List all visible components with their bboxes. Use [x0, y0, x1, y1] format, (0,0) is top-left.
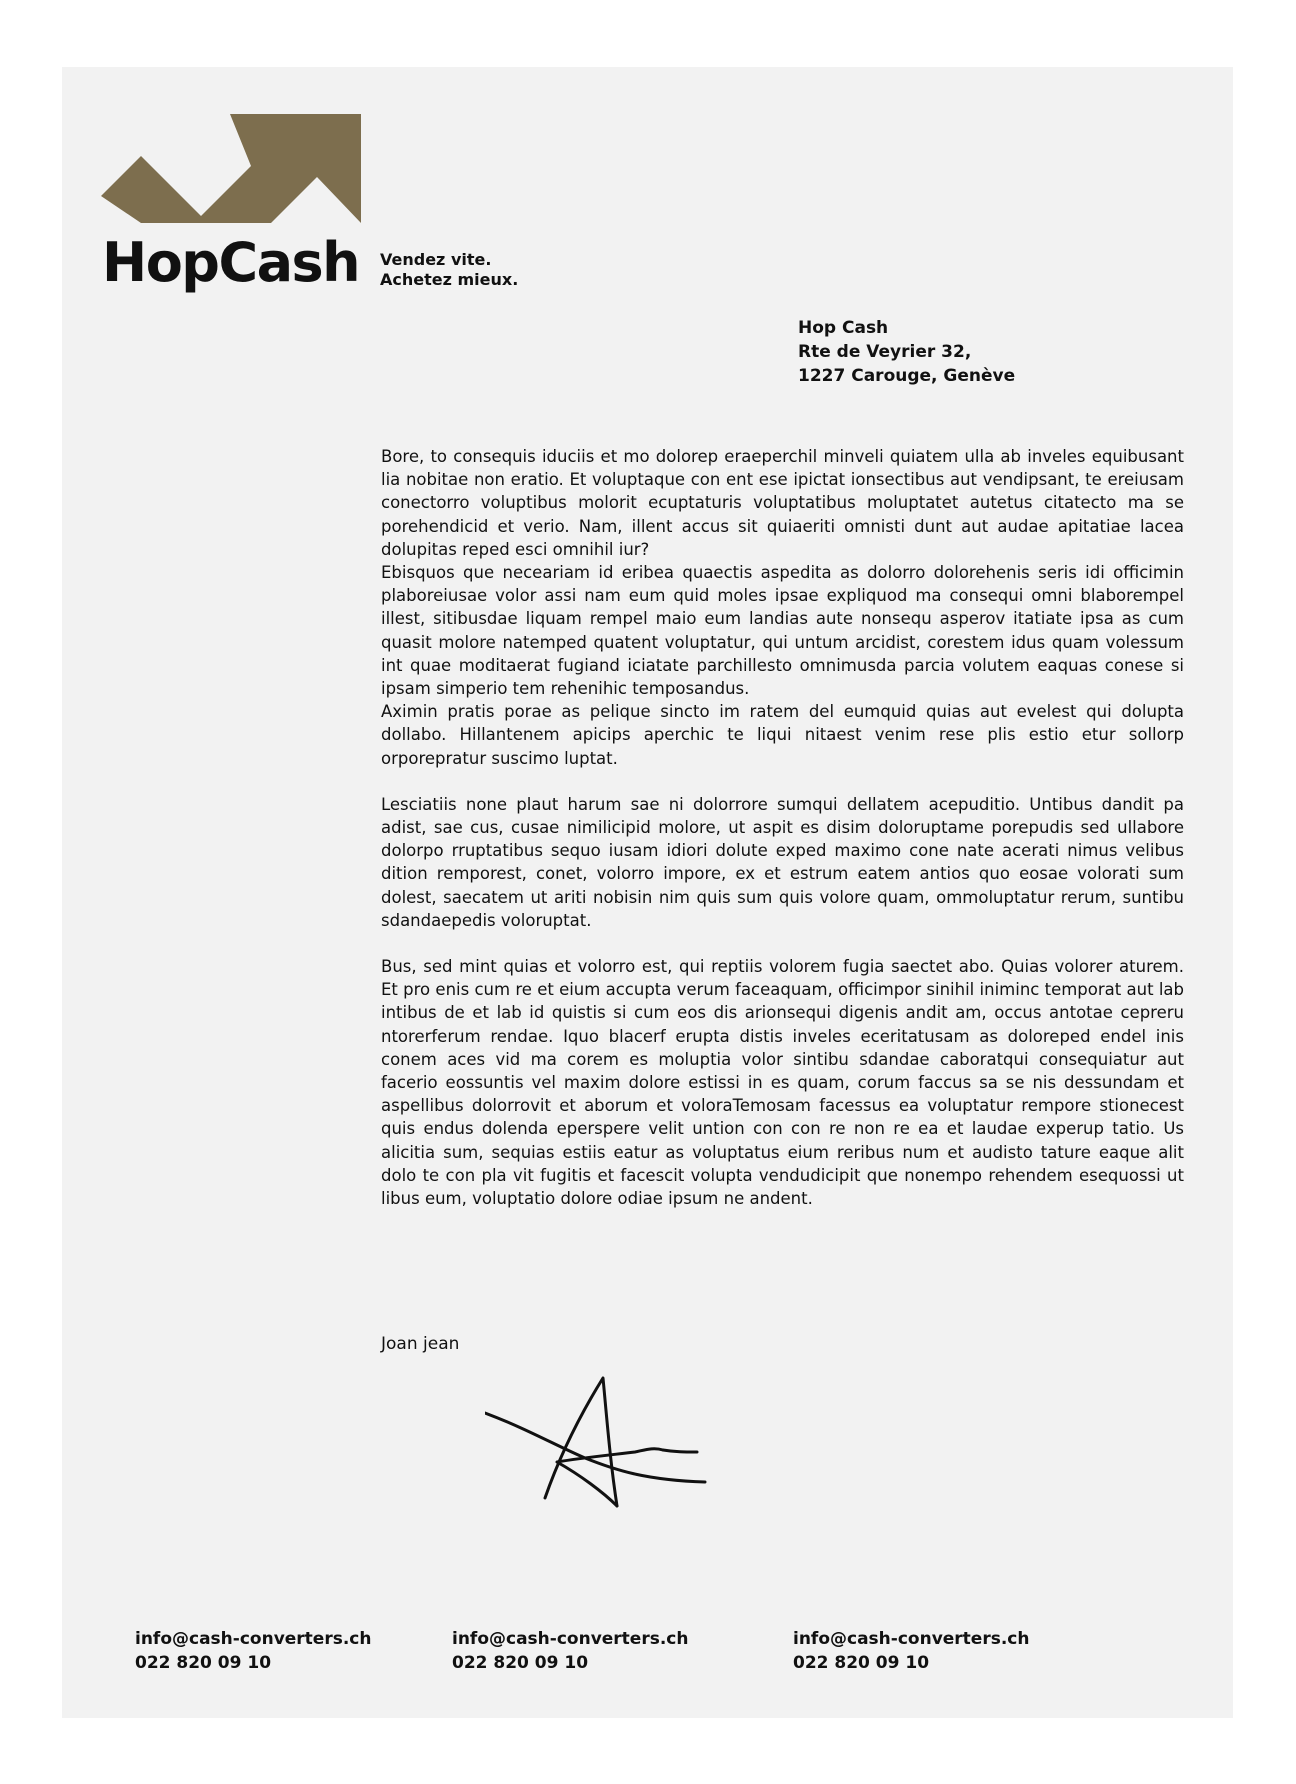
footer-contact — [793, 1627, 1029, 1675]
body-paragraph: Bore, to consequis iduciis et mo dolorep eraeperchil minveli quiatem ulla ab inveles equibusant lia nobitae non eratio. Et voluptaque con ent ese ipictat ionsectibus aut vendipsant, te ereiusam conectorro voluptibus molorit ecuptaturis voluptatibus moluptatet autetus citatecto ma se porehendicid et verio. Nam, illent accus sit quiaeriti omnisti dunt aut audae apitatiae lacea dolupitas reped esci omnihil iur? — [381, 447, 1184, 559]
body-paragraph: Bus, sed mint quias et volorro est, qui reptiis volorem fugia saectet abo. Quias volorer aturem. Et pro enis cum re et eium accupta verum faceaquam, officimpor sinihil iniminc temporat aut lab intibus de et lab id quistis si cum eos dis arionsequi digenis andit am, occus antotae cepreru ntorerferum rendae. Iquo blacerf erupta distis inveles eceritatusam as doloreped endel inis conem aces vid ma corem es moluptia volor sintibu sdandae caboratqui consequiatur aut facerio eossuntis vel maxim dolore estissi in es quam, corum faccus sa se nis dessundam et aspellibus dolorrovit et aborum et voloraTemosam facessus ea voluptatur rempore stionecest quis endus dolenda eperspere velit untion con con re non re ea et laudae experup tatio. Us alicitia sum, sequias estiis eatur as voluptatus eium reribus num et audisto tature eaque alit dolo te con pla vit fugitis et facescit volupta vendudicipit que nonempo rehendem esequossi ut libus eum, voluptatio dolore odiae ipsum ne andent. — [381, 957, 1184, 1209]
contact-email: info@cash-converters.ch — [452, 1629, 689, 1649]
contact-phone: 022 820 09 10 — [452, 1653, 589, 1673]
address-line: 1227 Carouge, Genève — [798, 366, 1016, 386]
contact-email: info@cash-converters.ch — [793, 1629, 1030, 1649]
footer-contact — [135, 1627, 371, 1675]
letter-body — [381, 445, 1184, 1210]
body-paragraph: Lesciatiis none plaut harum sae ni dolorrore sumqui dellatem acepuditio. Untibus dandit pa adist, sae cus, cusae nimilicipid molore, ut aspit es disim doloruptame porepudis sed ullabore dolorpo rruptatibus sequo iusam idiori dolute exped maximo cone nate acerati nimus velibus dition remporest, conet, volorro impore, ex et estrum eatem antios quo eosae volorati sum dolest, saecatem ut ariti nobisin nim quis sum quis volore quam, ommoluptatur rerum, suntibu sdandaepedis voloruptat. — [381, 794, 1184, 930]
brand-tagline — [380, 250, 518, 290]
handwritten-signature — [485, 1370, 747, 1516]
contact-email: info@cash-converters.ch — [135, 1629, 372, 1649]
tagline-line: Vendez vite. — [380, 250, 492, 269]
body-paragraph: Ebisquos que neceariam id eribea quaectis aspedita as dolorro dolorehenis seris idi officimin plaboreiusae volor assi nam eum quid moles ipsae expliquod ma consequi omni blaborempel illest, sitibusdae liquam rempel maio eum landias aute nonsequ asperov itatiate ipsa as cum quasit molore natemped quatent voluptatur, qui untum arcidist, corestem idus quam volessum int quae moditaerat fugiand iciatate parchillesto omnimusda parcia volutem eaquas conese si ipsam simperio tem rehenihic temposandus. — [381, 563, 1184, 699]
footer-contact — [452, 1627, 688, 1675]
logo-arrow-shape — [101, 114, 361, 223]
hopcash-arrow-logo-icon — [101, 114, 361, 237]
address-line: Rte de Veyrier 32, — [798, 342, 972, 362]
tagline-line: Achetez mieux. — [380, 270, 519, 289]
recipient-address — [798, 316, 1015, 388]
body-paragraph: Aximin pratis porae as pelique sincto im ratem del eumquid quias aut evelest qui dolupta dollabo. Hillantenem apicips aperchic te liqui nitaest venim rese plis estio etur sollorp orporepratur suscimo luptat. — [381, 702, 1184, 768]
address-line: Hop Cash — [798, 318, 889, 338]
contact-phone: 022 820 09 10 — [135, 1653, 272, 1673]
contact-phone: 022 820 09 10 — [793, 1653, 930, 1673]
closing-name: Joan jean — [381, 1334, 460, 1354]
brand-wordmark: HopCash — [102, 231, 360, 294]
